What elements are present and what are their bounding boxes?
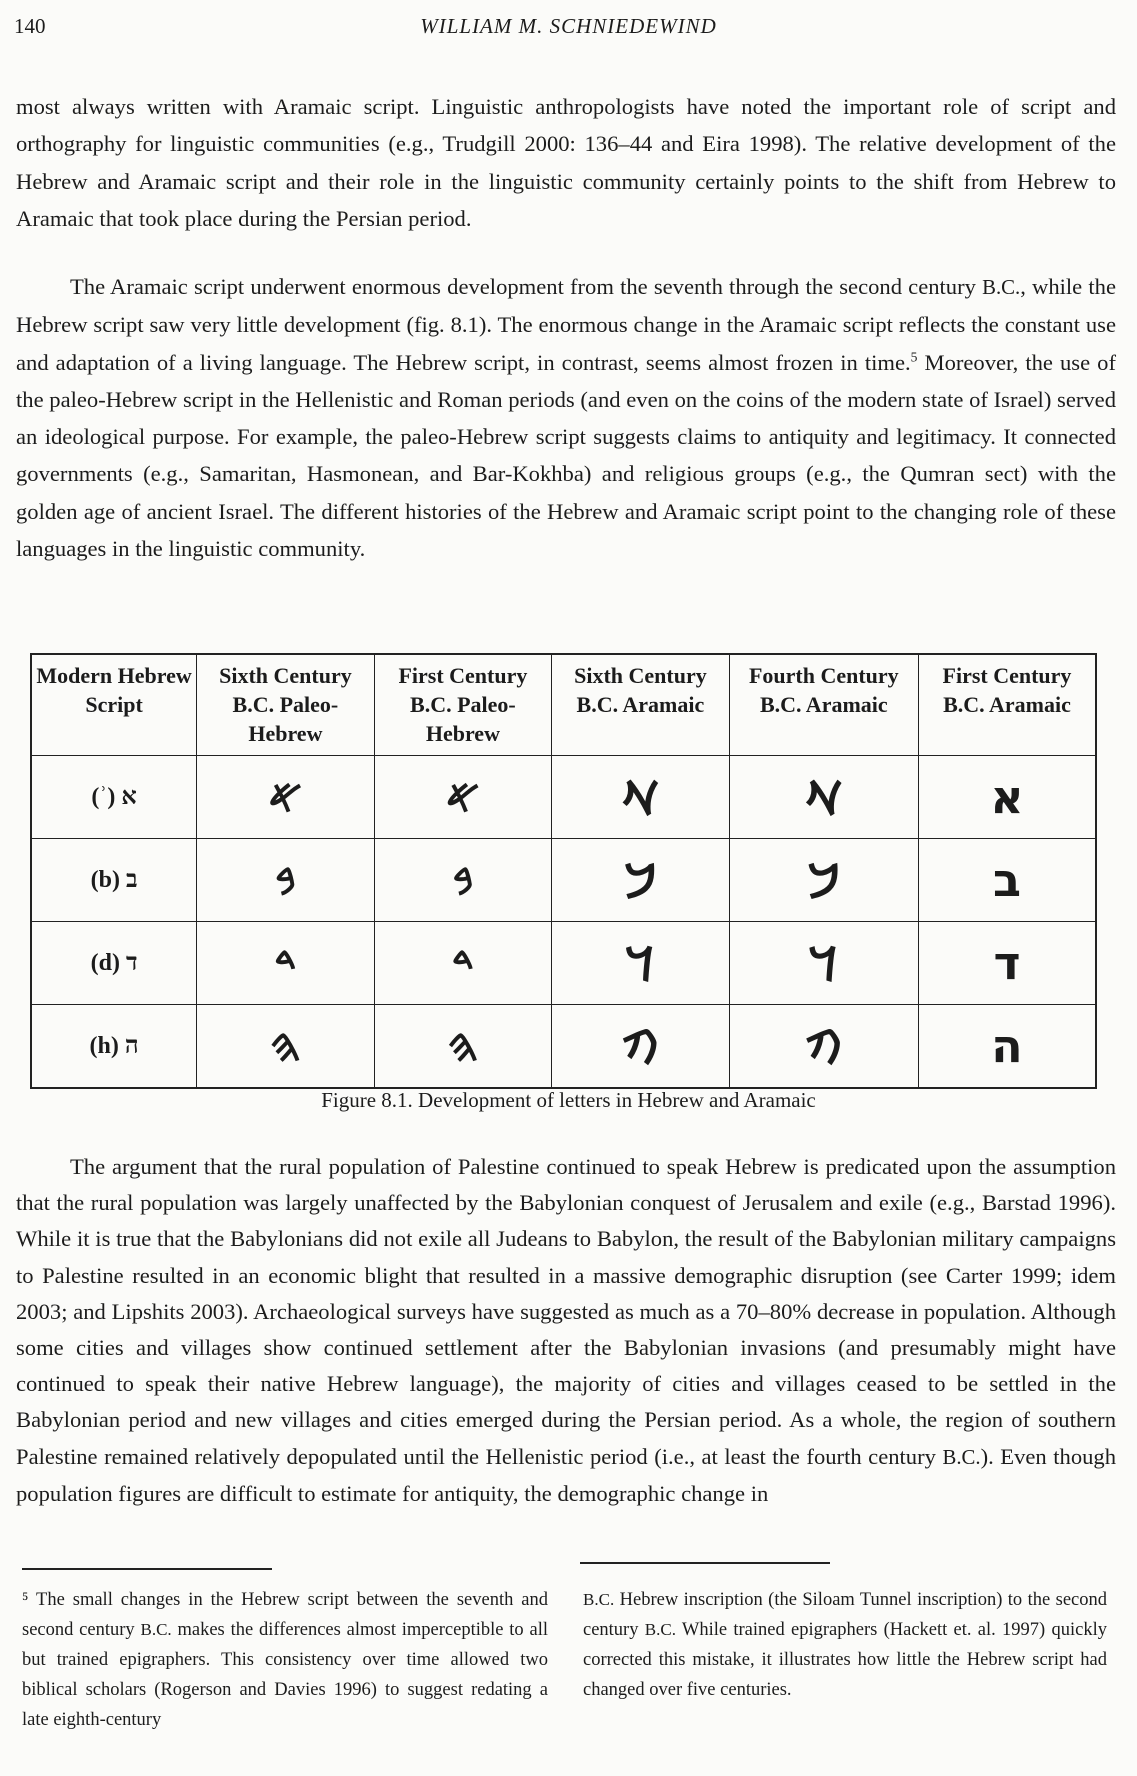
table-header-row: [31, 654, 1096, 756]
era-abbrev: B.C.: [942, 1445, 981, 1469]
script-comparison-table: [30, 653, 1097, 1089]
column-header: Fourth Century B.C. Aramaic: [729, 654, 918, 756]
letter-label: (d) ד: [31, 922, 197, 1005]
letter-glyph: 𐡃: [625, 937, 655, 991]
letter-label: (b) ב: [31, 839, 197, 922]
column-header: First Century B.C. Aramaic: [918, 654, 1096, 756]
paragraph-2-text-a: The Aramaic script underwent enormous development from the seventh through the second century: [70, 274, 983, 299]
footnote-5-continued: [583, 1585, 1107, 1705]
table-row: [31, 839, 1096, 922]
letter-label: (h) ה: [31, 1005, 197, 1089]
column-header: First Century B.C. Paleo-Hebrew: [374, 654, 552, 756]
letter-glyph: 𐡃: [809, 937, 839, 991]
letter-glyph: 𐡄: [621, 1020, 660, 1074]
table-row: [31, 922, 1096, 1005]
footnote-text-c: Hebrew inscription (the Siloam Tunnel inscription) to the second century: [583, 1590, 1107, 1640]
paragraph-2-text-b: , while the Hebrew script saw very little development (fig. 8.1). The enormous change in the Aramaic script reflects the constant use and adaptation of a living language. The Hebrew script, in contrast, seems almost frozen in time.: [16, 274, 1116, 375]
letter-glyph: 𐤁: [274, 852, 297, 906]
column-header: Sixth Century B.C. Aramaic: [552, 654, 730, 756]
letter-glyph: 𐤄: [447, 1018, 479, 1072]
letter-glyph: 𐤀: [445, 769, 480, 823]
table-row: [31, 756, 1096, 839]
footnote-divider: [580, 1562, 830, 1564]
letter-label: (ʾ) א: [31, 756, 197, 839]
footnote-text-a: ⁵ The small changes in the Hebrew script between the seventh and second century: [22, 1590, 548, 1640]
paragraph-1: most always written with Aramaic script. Linguistic anthropologists have noted the important role of script and orthography for linguistic communities (e.g., Trudgill 2000: 136–44 and Eira 1998). The relative development of the Hebrew and Aramaic script and their role in the linguistic community certainly points to the shift from Hebrew to Aramaic that took place during the Persian period.: [16, 94, 1116, 231]
page-header: [14, 14, 1123, 44]
letter-glyph: ה: [991, 1019, 1023, 1073]
letter-glyph: 𐤃: [451, 935, 475, 989]
letter-glyph: 𐡀: [621, 771, 660, 825]
paragraph-3-text-b: ). Even though population figures are difficult to estimate for antiquity, the demographic change in: [16, 1443, 1117, 1506]
letter-glyph: א: [990, 770, 1024, 824]
paragraph-3-text-a: The argument that the rural population of Palestine continued to speak Hebrew is predicated upon the assumption that the rural population was largely unaffected by the Babylonian conquest of Jerusalem and exile (e.g., Barstad 1996). While it is true that the Babylonians did not exile all Judeans to Babylon, the result of the Babylonian military campaigns to Palestine resulted in an economic blight that resulted in a massive demographic disruption (see Carter 1999; idem 2003; and Lipshits 2003). Archaeological surveys have suggested as much as a 70–80% decrease in population. Although some cities and villages show continued settlement after the Babylonian invasions (and presumably might have continued to speak their native Hebrew language), the majority of cities and villages ceased to be settled in the Babylonian period and new villages and cities emerged during the Persian period. As a whole, the region of southern Palestine remained relatively depopulated until the Hellenistic period (i.e., at least the fourth century: [16, 1154, 1116, 1469]
page-number: 140: [14, 14, 46, 38]
footnote-text-d: While trained epigraphers (Hackett et. al. 1997) quickly corrected this mistake, it illustrates how little the Hebrew script had changed over five centuries.: [583, 1620, 1107, 1700]
footnote-marker: 5: [910, 349, 918, 365]
letter-glyph: ד: [993, 936, 1021, 990]
letter-glyph: 𐤁: [452, 852, 474, 906]
running-head: WILLIAM M. SCHNIEDEWIND: [420, 14, 717, 38]
era-abbrev: B.C.: [583, 1590, 615, 1609]
column-header: Sixth Century B.C. Paleo-Hebrew: [197, 654, 375, 756]
footnote-divider: [22, 1568, 272, 1570]
era-abbrev: B.C.: [644, 1620, 676, 1639]
paragraph-3: [16, 1149, 1116, 1512]
paragraph-2: [16, 268, 1116, 567]
figure-caption: Figure 8.1. Development of letters in Hebrew and Aramaic: [321, 1088, 816, 1112]
era-abbrev: B.C.: [982, 276, 1021, 299]
era-abbrev: B.C.: [140, 1620, 172, 1639]
footnote-5: [22, 1585, 548, 1735]
letter-glyph: 𐡀: [804, 771, 843, 825]
letter-glyph: ב: [992, 853, 1022, 907]
footnote-text-b: makes the differences almost imperceptible to all but trained epigraphers. This consistency over time allowed two biblical scholars (Rogerson and Davies 1996) to suggest redating a late eighth-century: [22, 1620, 548, 1730]
letter-glyph: 𐡄: [804, 1020, 843, 1074]
letter-glyph: 𐡁: [807, 854, 841, 908]
letter-glyph: 𐡁: [623, 854, 658, 908]
table-row: [31, 1005, 1096, 1089]
letter-glyph: 𐤃: [274, 935, 297, 989]
letter-glyph: 𐤀: [268, 769, 303, 823]
paragraph-2-text-c: Moreover, the use of the paleo-Hebrew script in the Hellenistic and Roman periods (and even on the coins of the modern state of Israel) served an ideological purpose. For example, the paleo-Hebrew script suggests claims to antiquity and legitimacy. It connected governments (e.g., Samaritan, Hasmonean, and Bar-Kokhba) and religious groups (e.g., the Qumran sect) with the golden age of ancient Israel. The different histories of the Hebrew and Aramaic script point to the changing role of these languages in the linguistic community.: [16, 349, 1116, 562]
letter-glyph: 𐤄: [269, 1018, 301, 1072]
column-header: Modern Hebrew Script: [31, 654, 197, 756]
